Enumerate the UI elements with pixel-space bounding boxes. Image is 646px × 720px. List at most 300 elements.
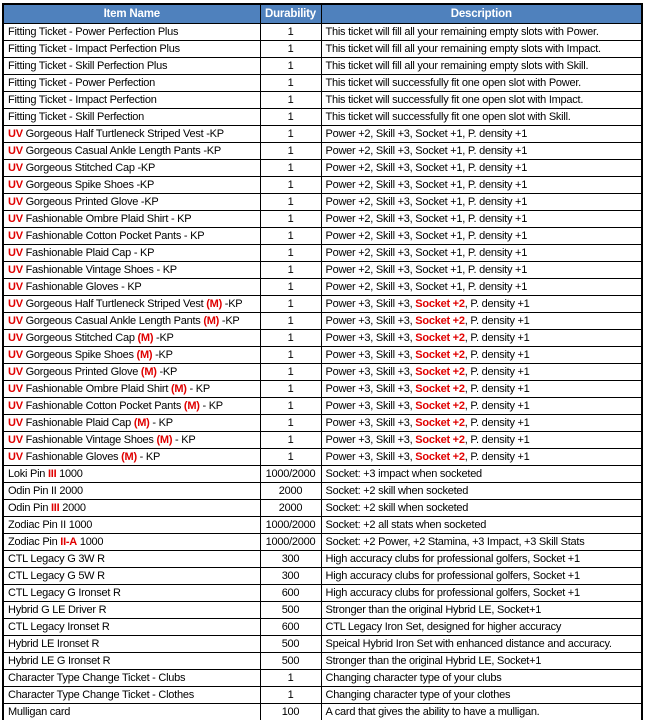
red-highlight-text: UV xyxy=(8,179,23,191)
text-segment: , P. density +1 xyxy=(464,349,530,361)
item-name-cell xyxy=(3,585,260,602)
red-highlight-text: Socket +2 xyxy=(415,298,465,310)
text-segment: Gorgeous Casual Ankle Length Pants xyxy=(22,315,204,327)
text-segment: Fitting Ticket - Power Perfection xyxy=(8,77,156,89)
description-cell xyxy=(321,500,642,517)
text-segment: Gorgeous Printed Glove xyxy=(22,366,141,378)
items-table xyxy=(2,3,643,720)
table-row xyxy=(3,653,642,670)
text-segment: Gorgeous Spike Shoes xyxy=(22,349,137,361)
item-name-cell xyxy=(3,296,260,313)
description-cell xyxy=(321,381,642,398)
red-highlight-text: UV xyxy=(8,451,23,463)
description-cell xyxy=(321,92,642,109)
text-segment: - KP xyxy=(199,400,223,412)
col-header-description: Description xyxy=(321,4,642,24)
table-row xyxy=(3,262,642,279)
durability-cell: 1 xyxy=(260,398,321,415)
durability-cell: 1 xyxy=(260,330,321,347)
red-highlight-text: UV xyxy=(8,434,23,446)
item-name-cell xyxy=(3,109,260,126)
text-segment: Fitting Ticket - Skill Perfection xyxy=(8,111,145,123)
item-name-cell xyxy=(3,619,260,636)
durability-cell: 1000/2000 xyxy=(260,517,321,534)
description-cell xyxy=(321,262,642,279)
table-row xyxy=(3,194,642,211)
description-cell xyxy=(321,483,642,500)
red-highlight-text: III xyxy=(51,502,60,514)
text-segment: Gorgeous Stitched Cap -KP xyxy=(22,162,156,174)
text-segment: High accuracy clubs for professional golfers, Socket +1 xyxy=(325,587,580,599)
description-cell xyxy=(321,534,642,551)
text-segment: CTL Legacy Iron Set, designed for higher accuracy xyxy=(325,621,562,633)
red-highlight-text: UV xyxy=(8,298,23,310)
red-highlight-text: (M) xyxy=(140,366,157,378)
table-row xyxy=(3,143,642,160)
text-segment: -KP xyxy=(222,298,243,310)
text-segment: Mulligan card xyxy=(8,706,71,718)
table-row xyxy=(3,568,642,585)
red-highlight-text: Socket +2 xyxy=(415,366,465,378)
item-name-cell xyxy=(3,245,260,262)
text-segment: , P. density +1 xyxy=(464,366,530,378)
table-row xyxy=(3,58,642,75)
table-row xyxy=(3,24,642,41)
col-header-item-name: Item Name xyxy=(3,4,260,24)
text-segment: Power +2, Skill +3, Socket +1, P. density +1 xyxy=(325,247,528,259)
text-segment: Gorgeous Stitched Cap xyxy=(22,332,138,344)
text-segment: This ticket will successfully fit one open slot with Skill. xyxy=(325,111,571,123)
item-name-cell xyxy=(3,500,260,517)
item-name-cell xyxy=(3,211,260,228)
text-segment: Character Type Change Ticket - Clubs xyxy=(8,672,186,684)
red-highlight-text: UV xyxy=(8,247,23,259)
durability-cell: 1 xyxy=(260,449,321,466)
description-cell xyxy=(321,602,642,619)
text-segment: Power +3, Skill +3, xyxy=(325,366,416,378)
text-segment: Power +3, Skill +3, xyxy=(325,434,416,446)
text-segment: , P. density +1 xyxy=(464,383,530,395)
durability-cell: 1 xyxy=(260,24,321,41)
description-cell xyxy=(321,109,642,126)
text-segment: Power +2, Skill +3, Socket +1, P. density +1 xyxy=(325,264,528,276)
text-segment: Power +3, Skill +3, xyxy=(325,332,416,344)
item-name-cell xyxy=(3,143,260,160)
item-name-cell xyxy=(3,313,260,330)
table-row xyxy=(3,704,642,720)
text-segment: Fashionable Cotton Pocket Pants xyxy=(22,400,184,412)
description-cell xyxy=(321,58,642,75)
table-row xyxy=(3,330,642,347)
text-segment: Fashionable Cotton Pocket Pants - KP xyxy=(22,230,205,242)
description-cell xyxy=(321,24,642,41)
text-segment: Odin Pin xyxy=(8,502,51,514)
item-name-cell xyxy=(3,483,260,500)
table-row xyxy=(3,177,642,194)
item-name-cell xyxy=(3,432,260,449)
table-row xyxy=(3,92,642,109)
table-row xyxy=(3,585,642,602)
text-segment: Gorgeous Printed Glove -KP xyxy=(22,196,159,208)
text-segment: - KP xyxy=(149,417,173,429)
text-segment: Fashionable Gloves - KP xyxy=(22,281,142,293)
text-segment: This ticket will fill all your remaining empty slots with Impact. xyxy=(325,43,601,55)
description-cell xyxy=(321,466,642,483)
text-segment: Power +3, Skill +3, xyxy=(325,451,416,463)
red-highlight-text: Socket +2 xyxy=(415,383,465,395)
description-cell xyxy=(321,211,642,228)
col-header-durability: Durability xyxy=(260,4,321,24)
text-segment: Socket: +2 all stats when socketed xyxy=(325,519,487,531)
text-segment: CTL Legacy Ironset R xyxy=(8,621,110,633)
table-row xyxy=(3,109,642,126)
durability-cell: 1 xyxy=(260,211,321,228)
text-segment: Fashionable Plaid Cap xyxy=(22,417,134,429)
item-name-cell xyxy=(3,687,260,704)
durability-cell: 1 xyxy=(260,381,321,398)
durability-cell: 1 xyxy=(260,92,321,109)
red-highlight-text: (M) xyxy=(137,332,154,344)
text-segment: Socket: +3 impact when socketed xyxy=(325,468,482,480)
item-name-cell xyxy=(3,41,260,58)
item-name-cell xyxy=(3,415,260,432)
item-name-cell xyxy=(3,670,260,687)
durability-cell: 1 xyxy=(260,75,321,92)
item-name-cell xyxy=(3,534,260,551)
table-row xyxy=(3,245,642,262)
red-highlight-text: UV xyxy=(8,196,23,208)
description-cell xyxy=(321,619,642,636)
text-segment: , P. density +1 xyxy=(464,451,530,463)
description-cell xyxy=(321,41,642,58)
text-segment: Power +3, Skill +3, xyxy=(325,383,416,395)
text-segment: Hybrid LE G Ironset R xyxy=(8,655,111,667)
table-row xyxy=(3,619,642,636)
table-row xyxy=(3,534,642,551)
red-highlight-text: UV xyxy=(8,145,23,157)
table-row xyxy=(3,517,642,534)
description-cell xyxy=(321,313,642,330)
red-highlight-text: (M) xyxy=(121,451,137,463)
durability-cell: 1 xyxy=(260,228,321,245)
text-segment: 1000 xyxy=(77,536,104,548)
table-row xyxy=(3,211,642,228)
durability-cell: 300 xyxy=(260,568,321,585)
table-body xyxy=(3,24,642,720)
red-highlight-text: (M) xyxy=(183,400,200,412)
table-row xyxy=(3,160,642,177)
item-name-cell xyxy=(3,364,260,381)
description-cell xyxy=(321,245,642,262)
text-segment: This ticket will successfully fit one open slot with Impact. xyxy=(325,94,584,106)
description-cell xyxy=(321,75,642,92)
item-name-cell xyxy=(3,602,260,619)
text-segment: Power +3, Skill +3, xyxy=(325,298,416,310)
description-cell xyxy=(321,398,642,415)
item-name-cell xyxy=(3,704,260,720)
red-highlight-text: (M) xyxy=(206,298,222,310)
table-row xyxy=(3,75,642,92)
text-segment: Gorgeous Half Turtleneck Striped Vest -KP xyxy=(22,128,224,140)
red-highlight-text: UV xyxy=(8,417,23,429)
description-cell xyxy=(321,279,642,296)
item-name-cell xyxy=(3,92,260,109)
description-cell xyxy=(321,415,642,432)
description-cell xyxy=(321,568,642,585)
text-segment: Fashionable Plaid Cap - KP xyxy=(22,247,155,259)
red-highlight-text: UV xyxy=(8,332,23,344)
text-segment: Power +3, Skill +3, xyxy=(325,417,416,429)
item-name-cell xyxy=(3,279,260,296)
table-row xyxy=(3,466,642,483)
table-row xyxy=(3,313,642,330)
text-segment: Gorgeous Spike Shoes -KP xyxy=(22,179,155,191)
durability-cell: 1 xyxy=(260,670,321,687)
description-cell xyxy=(321,177,642,194)
text-segment: -KP xyxy=(152,349,173,361)
text-segment: A card that gives the ability to have a mulligan. xyxy=(325,706,540,718)
text-segment: Fitting Ticket - Skill Perfection Plus xyxy=(8,60,168,72)
text-segment: Power +2, Skill +3, Socket +1, P. density +1 xyxy=(325,145,528,157)
item-name-cell xyxy=(3,381,260,398)
text-segment: Socket: +2 Power, +2 Stamina, +3 Impact, +3 Skill Stats xyxy=(325,536,585,548)
table-row xyxy=(3,347,642,364)
durability-cell: 500 xyxy=(260,653,321,670)
description-cell xyxy=(321,194,642,211)
table-row xyxy=(3,500,642,517)
text-segment: Power +2, Skill +3, Socket +1, P. density +1 xyxy=(325,281,528,293)
text-segment: Power +2, Skill +3, Socket +1, P. density +1 xyxy=(325,196,528,208)
item-name-cell xyxy=(3,347,260,364)
red-highlight-text: Socket +2 xyxy=(415,434,465,446)
red-highlight-text: Socket +2 xyxy=(415,417,465,429)
description-cell xyxy=(321,704,642,720)
text-segment: CTL Legacy G 3W R xyxy=(8,553,105,565)
text-segment: Gorgeous Half Turtleneck Striped Vest xyxy=(22,298,207,310)
text-segment: Power +2, Skill +3, Socket +1, P. density +1 xyxy=(325,179,528,191)
red-highlight-text: UV xyxy=(8,213,23,225)
item-name-cell xyxy=(3,194,260,211)
durability-cell: 300 xyxy=(260,551,321,568)
text-segment: Power +2, Skill +3, Socket +1, P. density +1 xyxy=(325,162,528,174)
description-cell xyxy=(321,585,642,602)
text-segment: CTL Legacy G 5W R xyxy=(8,570,105,582)
durability-cell: 1 xyxy=(260,177,321,194)
text-segment: Odin Pin II 2000 xyxy=(8,485,83,497)
durability-cell: 1 xyxy=(260,160,321,177)
item-name-cell xyxy=(3,262,260,279)
durability-cell: 1 xyxy=(260,296,321,313)
description-cell xyxy=(321,432,642,449)
text-segment: -KP xyxy=(156,366,178,378)
table-row xyxy=(3,279,642,296)
text-segment: This ticket will fill all your remaining empty slots with Power. xyxy=(325,26,599,38)
durability-cell: 1 xyxy=(260,432,321,449)
durability-cell: 2000 xyxy=(260,500,321,517)
description-cell xyxy=(321,160,642,177)
text-segment: Fitting Ticket - Impact Perfection Plus xyxy=(8,43,180,55)
durability-cell: 1 xyxy=(260,58,321,75)
text-segment: , P. density +1 xyxy=(464,417,530,429)
durability-cell: 1 xyxy=(260,347,321,364)
red-highlight-text: UV xyxy=(8,315,23,327)
table-row xyxy=(3,364,642,381)
text-segment: Fashionable Vintage Shoes xyxy=(22,434,157,446)
text-segment: Speical Hybrid Iron Set with enhanced distance and accuracy. xyxy=(325,638,612,650)
table-row xyxy=(3,381,642,398)
item-name-cell xyxy=(3,24,260,41)
text-segment: Power +2, Skill +3, Socket +1, P. density +1 xyxy=(325,213,528,225)
durability-cell: 1 xyxy=(260,279,321,296)
red-highlight-text: Socket +2 xyxy=(415,315,465,327)
table-row xyxy=(3,296,642,313)
table-row xyxy=(3,602,642,619)
table-row xyxy=(3,449,642,466)
item-name-cell xyxy=(3,568,260,585)
description-cell xyxy=(321,653,642,670)
text-segment: Power +2, Skill +3, Socket +1, P. density +1 xyxy=(325,128,528,140)
red-highlight-text: Socket +2 xyxy=(415,400,465,412)
durability-cell: 1 xyxy=(260,109,321,126)
durability-cell: 1 xyxy=(260,262,321,279)
text-segment: -KP xyxy=(219,315,240,327)
table-row xyxy=(3,415,642,432)
text-segment: Zodiac Pin II 1000 xyxy=(8,519,93,531)
red-highlight-text: Socket +2 xyxy=(415,349,465,361)
durability-cell: 600 xyxy=(260,585,321,602)
description-cell xyxy=(321,126,642,143)
item-name-cell xyxy=(3,228,260,245)
text-segment: - KP xyxy=(172,434,196,446)
item-name-cell xyxy=(3,398,260,415)
text-segment: Power +2, Skill +3, Socket +1, P. density +1 xyxy=(325,230,528,242)
text-segment: , P. density +1 xyxy=(464,434,530,446)
durability-cell: 1 xyxy=(260,41,321,58)
text-segment: High accuracy clubs for professional golfers, Socket +1 xyxy=(325,553,580,565)
header-row xyxy=(3,4,642,24)
text-segment: Power +3, Skill +3, xyxy=(325,400,416,412)
text-segment: Loki Pin xyxy=(8,468,48,480)
table-row xyxy=(3,636,642,653)
text-segment: , P. density +1 xyxy=(464,298,530,310)
item-name-cell xyxy=(3,160,260,177)
text-segment: Fitting Ticket - Impact Perfection xyxy=(8,94,157,106)
red-highlight-text: UV xyxy=(8,264,23,276)
red-highlight-text: UV xyxy=(8,400,23,412)
item-name-cell xyxy=(3,330,260,347)
text-segment: Hybrid G LE Driver R xyxy=(8,604,107,616)
durability-cell: 1 xyxy=(260,415,321,432)
item-name-cell xyxy=(3,466,260,483)
text-segment: This ticket will fill all your remaining empty slots with Skill. xyxy=(325,60,589,72)
table-row xyxy=(3,41,642,58)
table-row xyxy=(3,398,642,415)
durability-cell: 500 xyxy=(260,636,321,653)
durability-cell: 100 xyxy=(260,704,321,720)
red-highlight-text: (M) xyxy=(136,349,153,361)
description-cell xyxy=(321,636,642,653)
item-name-cell xyxy=(3,449,260,466)
text-segment: Stronger than the original Hybrid LE, Socket+1 xyxy=(325,604,542,616)
durability-cell: 1 xyxy=(260,687,321,704)
text-segment: , P. density +1 xyxy=(464,332,530,344)
durability-cell: 1 xyxy=(260,245,321,262)
text-segment: Character Type Change Ticket - Clothes xyxy=(8,689,194,701)
text-segment: Fashionable Gloves xyxy=(22,451,122,463)
table-row xyxy=(3,551,642,568)
red-highlight-text: Socket +2 xyxy=(415,332,465,344)
table-row xyxy=(3,432,642,449)
text-segment: - KP xyxy=(136,451,161,463)
description-cell xyxy=(321,347,642,364)
text-segment: Fashionable Vintage Shoes - KP xyxy=(22,264,177,276)
description-cell xyxy=(321,670,642,687)
text-segment: Power +3, Skill +3, xyxy=(325,315,416,327)
text-segment: Gorgeous Casual Ankle Length Pants -KP xyxy=(22,145,221,157)
text-segment: High accuracy clubs for professional golfers, Socket +1 xyxy=(325,570,580,582)
table-row xyxy=(3,687,642,704)
item-name-cell xyxy=(3,177,260,194)
durability-cell: 1000/2000 xyxy=(260,466,321,483)
table-row xyxy=(3,483,642,500)
red-highlight-text: UV xyxy=(8,162,23,174)
durability-cell: 600 xyxy=(260,619,321,636)
durability-cell: 2000 xyxy=(260,483,321,500)
red-highlight-text: Socket +2 xyxy=(415,451,465,463)
text-segment: -KP xyxy=(153,332,174,344)
item-name-cell xyxy=(3,126,260,143)
text-segment: Socket: +2 skill when socketed xyxy=(325,485,469,497)
description-cell xyxy=(321,364,642,381)
table-row xyxy=(3,126,642,143)
text-segment: , P. density +1 xyxy=(464,315,530,327)
description-cell xyxy=(321,228,642,245)
red-highlight-text: (M) xyxy=(133,417,150,429)
text-segment: 2000 xyxy=(59,502,86,514)
red-highlight-text: UV xyxy=(8,366,23,378)
item-name-cell xyxy=(3,517,260,534)
text-segment: Fashionable Ombre Plaid Shirt xyxy=(22,383,171,395)
item-name-cell xyxy=(3,58,260,75)
red-highlight-text: UV xyxy=(8,349,23,361)
red-highlight-text: (M) xyxy=(203,315,220,327)
description-cell xyxy=(321,143,642,160)
durability-cell: 500 xyxy=(260,602,321,619)
text-segment: Changing character type of your clubs xyxy=(325,672,502,684)
text-segment: Fitting Ticket - Power Perfection Plus xyxy=(8,26,179,38)
description-cell xyxy=(321,296,642,313)
text-segment: Hybrid LE Ironset R xyxy=(8,638,100,650)
red-highlight-text: UV xyxy=(8,281,23,293)
description-cell xyxy=(321,551,642,568)
red-highlight-text: UV xyxy=(8,230,23,242)
description-cell xyxy=(321,330,642,347)
red-highlight-text: III xyxy=(47,468,57,480)
durability-cell: 1 xyxy=(260,143,321,160)
text-segment: - KP xyxy=(186,383,210,395)
text-segment: Fashionable Ombre Plaid Shirt - KP xyxy=(22,213,192,225)
table-row xyxy=(3,670,642,687)
red-highlight-text: II-A xyxy=(60,536,78,548)
table-row xyxy=(3,228,642,245)
red-highlight-text: (M) xyxy=(170,383,187,395)
text-segment: Changing character type of your clothes xyxy=(325,689,511,701)
text-segment: Stronger than the original Hybrid LE, Socket+1 xyxy=(325,655,542,667)
item-name-cell xyxy=(3,551,260,568)
durability-cell: 1000/2000 xyxy=(260,534,321,551)
text-segment: Power +3, Skill +3, xyxy=(325,349,416,361)
red-highlight-text: UV xyxy=(8,383,23,395)
